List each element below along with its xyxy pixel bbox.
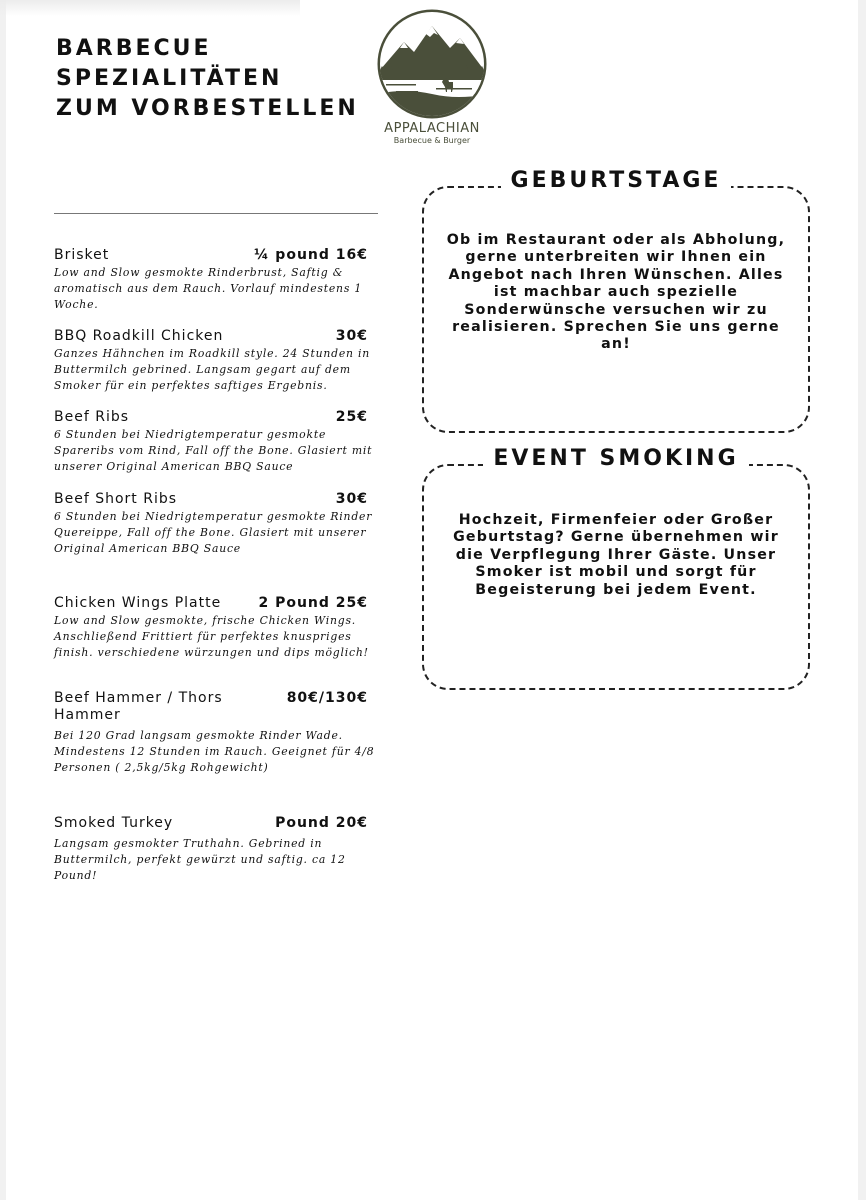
menu-item-price: 30€ bbox=[335, 491, 368, 507]
menu-item-chicken-wings bbox=[54, 595, 380, 661]
birthday-heading bbox=[424, 168, 808, 193]
page-edge-right bbox=[858, 0, 866, 1200]
logo-name: APPALACHIAN bbox=[384, 121, 480, 136]
menu-item-name: Beef Short Ribs bbox=[54, 491, 178, 507]
event-smoking-text: Hochzeit, Firmenfeier oder Großer Geburtstag? Gerne übernehmen wir die Verpflegung Ihrer Gäste. Unser Smoker ist mobil und sorgt für Begeisterung bei jedem Event. bbox=[453, 512, 779, 598]
menu-item-description: Langsam gesmokter Truthahn. Gebrined in Buttermilch, perfekt gewürzt und saftig. ca 12 Pound! bbox=[54, 837, 346, 882]
page-edge-left bbox=[0, 0, 6, 1200]
menu-item-price: 2 Pound 25€ bbox=[258, 595, 368, 611]
menu-item-price: 80€/130€ bbox=[286, 690, 368, 706]
event-smoking-heading bbox=[424, 446, 808, 471]
event-smoking-info-box bbox=[422, 446, 810, 690]
birthday-text: Ob im Restaurant oder als Abholung, gerne unterbreiten wir Ihnen ein Angebot nach Ihren Wünschen. Alles ist machbar auch spezielle Sonderwünsche versuchen wir zu realisieren. Sprechen Sie uns gerne an! bbox=[446, 232, 786, 353]
menu-item-beef-ribs bbox=[54, 409, 380, 475]
menu-item-name: Beef Hammer / Thors Hammer bbox=[54, 690, 223, 723]
menu-item-beef-hammer bbox=[54, 690, 380, 776]
logo-subtitle: Barbecue & Burger bbox=[393, 136, 471, 145]
birthday-info-box bbox=[422, 168, 810, 433]
menu-item-price: 25€ bbox=[335, 409, 368, 425]
menu-item-smoked-turkey bbox=[54, 815, 380, 884]
menu-item-name: Brisket bbox=[54, 247, 110, 263]
menu-item-description: 6 Stunden bei Niedrigtemperatur gesmokte Spareribs vom Rind, Fall off the Bone. Glasiert mit unserer Original American BBQ Sauce bbox=[54, 428, 373, 473]
page-title bbox=[56, 34, 376, 124]
title-line-3: ZUM VORBESTELLEN bbox=[56, 96, 359, 121]
photo-shadow bbox=[0, 0, 300, 16]
menu-item-beef-short-ribs bbox=[54, 491, 380, 557]
menu-item-name: Smoked Turkey bbox=[54, 815, 174, 831]
mountain-lake-deer-icon bbox=[376, 8, 488, 120]
menu-item-price: ¼ pound 16€ bbox=[253, 247, 368, 263]
title-line-2: SPEZIALITÄTEN bbox=[56, 66, 283, 91]
menu-item-name: BBQ Roadkill Chicken bbox=[54, 328, 224, 344]
menu-item-description: 6 Stunden bei Niedrigtemperatur gesmokte Rinder Quereippe, Fall off the Bone. Glasiert mit unserer Original American BBQ Sauce bbox=[54, 510, 373, 555]
birthday-heading-text: GEBURTSTAGE bbox=[501, 168, 732, 193]
section-divider bbox=[54, 213, 378, 214]
menu-item-name: Beef Ribs bbox=[54, 409, 130, 425]
menu-item-description: Bei 120 Grad langsam gesmokte Rinder Wade. Mindestens 12 Stunden im Rauch. Geeignet für 4/8 Personen ( 2,5kg/5kg Rohgewicht) bbox=[54, 729, 375, 774]
menu-item-description: Low and Slow gesmokte Rinderbrust, Saftig & aromatisch aus dem Rauch. Vorlauf mindestens 1 Woche. bbox=[54, 266, 363, 311]
menu-item-description: Low and Slow gesmokte, frische Chicken Wings. Anschließend Frittiert für perfektes knuspriges finish. verschiedene würzungen und dips möglich! bbox=[54, 614, 369, 659]
title-line-1: BARBECUE bbox=[56, 36, 212, 61]
event-smoking-heading-text: EVENT SMOKING bbox=[483, 446, 748, 471]
menu-item-roadkill-chicken bbox=[54, 328, 380, 394]
menu-item-price: Pound 20€ bbox=[275, 815, 368, 831]
restaurant-logo bbox=[376, 8, 488, 144]
menu-item-description: Ganzes Hähnchen im Roadkill style. 24 Stunden in Buttermilch gebrined. Langsam gegart auf dem Smoker für ein perfektes saftiges Ergebnis. bbox=[54, 347, 371, 392]
menu-item-brisket bbox=[54, 247, 380, 313]
menu-item-name: Chicken Wings Platte bbox=[54, 595, 222, 611]
menu-item-price: 30€ bbox=[335, 328, 368, 344]
